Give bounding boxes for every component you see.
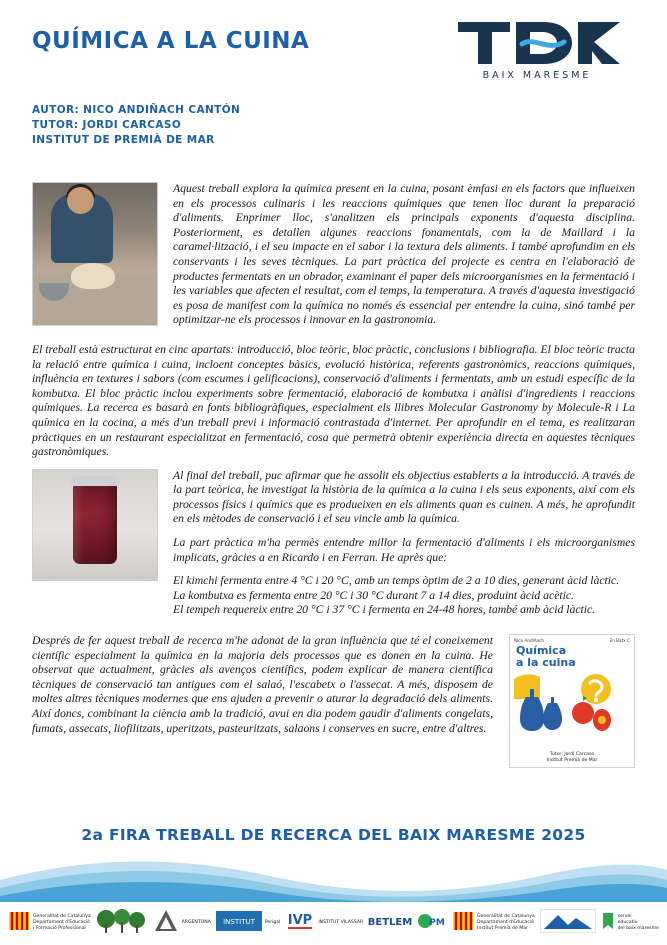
logo-generalitat-educacio-label: Generalitat de Catalunya Departament d'Educació i Formació Professional	[33, 913, 91, 931]
svg-text:PM: PM	[429, 918, 445, 928]
tdr-logo-mark	[452, 18, 622, 68]
logo-betlem	[368, 911, 412, 934]
poster-author: Nico Andiñach	[514, 638, 545, 644]
document-body	[32, 182, 635, 768]
wave-decoration	[0, 850, 667, 902]
ivp-icon	[285, 909, 315, 936]
logo-institut-vilassar-label: Perigal	[264, 919, 281, 925]
logo-ajuntament-arbres	[96, 908, 148, 937]
paragraph-conclusion-2: La part pràctica m'ha permès entendre millor la fermentació d'aliments i els microorganismes implicats, gràcies a en Ricardo i en Ferran. He après que:	[173, 536, 635, 564]
logo-generalitat-institut	[452, 911, 535, 934]
photo-kitchen-work	[32, 182, 158, 326]
page-title: QUÍMICA A LA CUINA	[32, 28, 310, 54]
mountain-icon	[540, 909, 596, 936]
logo-servei-educatiu-label: servei educatiu del baix maresme	[617, 913, 659, 931]
logo-ivp	[285, 909, 363, 936]
generalitat-shield-icon	[8, 911, 30, 934]
trees-icon	[96, 908, 148, 937]
paragraph-structure: El treball està estructurat en cinc apartats: introducció, bloc teòric, bloc pràctic, conclusions i bibliografia. El bloc teòric tracta la relació entre química i cuina, incloent conceptes bàsics, evolució històrica, referents gastronòmics, reaccions químiques, influència en textures i sabors (com escumes i gelificacions), conservació d'aliments i fermentats, amb un estudi específic de la kombutxa. El bloc pràctic inclou experiments sobre fermentació, elaboració de kombutxa i anàlisi d'ingredients i reaccions químiques. La recerca es basarà en fonts bibliogràfiques, especialment els llibres Molecular Gastronomy by Molecule-R i La química en la cocina, a més d'un treball previ i informació contrastada d'internet. Per aprofundir en el tema, es realitzaran pràctiques en un restaurant especialitzat en fermentació, cosa que permetrà obtenir experiència directa en aquestes tècniques gastronòmiques.	[32, 342, 635, 459]
paragraph-intro: Aquest treball explora la química present en la cuina, posant èmfasi en els factors que influeixen en els processos culinaris i les reaccions químiques que tenen lloc durant la preparació d'aliments. Enprimer lloc, s'analitzen els principals exponents d'aquesta disciplina. Posteriorment, es detallen algunes reaccions fonamentals, com la de Maillard i la caramel·lització, i el seu impacte en el sabor i la textura dels aliments. I també aprofundim en els conservants i les seves tècniques. La part pràctica del projecte es centra en l'elaboració de productes fermentats en un obrador, examinant el paper dels microorganismes en la fermentació i les variables que afecten el resultat, com el temps, la temperatura. A través d'aquesta investigació es posa de manifest com la química no només és essencial per entendre la cuina, sinó també per optimitzar-ne els processos i innovar en la gastronomia.	[173, 182, 635, 327]
poster-artwork	[510, 673, 634, 735]
poster-title-line1: Química	[516, 644, 567, 658]
tdr-logo	[447, 18, 627, 81]
svg-text:BETLEM: BETLEM	[368, 917, 413, 928]
logo-generalitat-institut-label: Generalitat de Catalunya Departament d'Educació Institut Premià de Mar	[477, 913, 535, 931]
conclusions-section	[32, 469, 635, 618]
logo-argentona	[153, 908, 211, 937]
generalitat-shield-icon-2	[452, 911, 474, 934]
servei-educatiu-icon	[601, 911, 615, 934]
photo-kombucha-jar	[32, 469, 158, 581]
intro-section	[32, 182, 635, 337]
logo-institut-vilassar	[216, 911, 281, 934]
author-line: AUTOR: NICO ANDIÑACH CANTÓN	[32, 104, 241, 116]
betlem-icon	[368, 911, 412, 934]
institut-vilassar-icon	[216, 911, 262, 934]
sponsor-logo-strip	[0, 900, 667, 945]
logo-servei-educatiu	[601, 911, 659, 934]
svg-text:INSTITUT: INSTITUT	[222, 918, 255, 926]
poster-thumbnail	[509, 634, 635, 768]
logo-ipm	[417, 910, 447, 935]
poster-title-line2: a la cuina	[516, 656, 576, 670]
poster-school: Institut Premià de Mar	[546, 758, 598, 764]
tdr-logo-subtitle: BAIX MARESME	[482, 70, 592, 81]
fact-tempeh: El tempeh requereix entre 20 °C i 37 °C i fermenta en 24-48 hores, també amb àcid làctic.	[173, 603, 596, 617]
paragraph-reflection: Després de fer aquest treball de recerca m'he adonat de la gran influència que té el coneixement científic especialment la química en la majoria dels processos que es donen en la cuina. He observat que actualment, gràcies als avenços científics, podem explicar de manera científica tècniques de conservació tan antigues com el salaó, l'escabetx o l'assecat. A més, disposem de moltes altres tècniques modernes que ens ajuden a prevenir o aturar la degradació dels aliments. Així doncs, combinant la ciència amb la tradició, avui en dia podem gaudir d'aliments congelats, fumats, assecats, liofilitzats, uperitzats, pasteuritzats, salaons i conserves en sucre, entre d'altres.	[32, 634, 493, 735]
logo-generalitat-educacio	[8, 911, 91, 934]
svg-text:IVP: IVP	[288, 913, 313, 928]
poster-class: 2n Batx C	[609, 638, 630, 644]
fira-banner: 2a FIRA TREBALL DE RECERCA DEL BAIX MARESME 2025	[81, 826, 586, 844]
tutor-line: TUTOR: JORDI CARCASO	[32, 119, 182, 131]
fact-kombucha: La kombutxa es fermenta entre 20 °C i 30 °C durant 7 a 14 dies, produint àcid acètic.	[173, 588, 574, 602]
argentona-icon	[153, 908, 179, 937]
poster-footer	[510, 752, 634, 764]
document-header	[0, 0, 667, 110]
fermentation-facts	[173, 574, 635, 618]
logo-muntanya	[540, 909, 596, 936]
logo-argentona-label: ARGENTONA	[181, 919, 211, 925]
poster-illustration	[510, 673, 634, 735]
logo-ivp-label: INSTITUT VILASSAR	[318, 919, 364, 925]
paragraph-conclusion-1: Al final del treball, puc afirmar que he assolit els objectius establerts a la introducció. A través de la part teòrica, he investigat la història de la química a la cuina i els seus exponents, així com els processos físics i químics que es produeixen en els aliments quan es cuinen. A més, he aprofundit en els mètodes de conservació i el seu vincle amb la química.	[173, 468, 635, 526]
fact-kimchi: El kimchi fermenta entre 4 °C i 20 °C, amb un temps òptim de 2 a 10 dies, generant àcid làctic.	[173, 574, 620, 588]
ipm-icon	[417, 910, 447, 935]
author-block	[32, 103, 240, 148]
school-line: INSTITUT DE PREMIÀ DE MAR	[32, 134, 215, 146]
poster-tutor: Tutor: Jordi Carcaso	[549, 752, 595, 758]
final-reflection-section	[32, 634, 635, 768]
